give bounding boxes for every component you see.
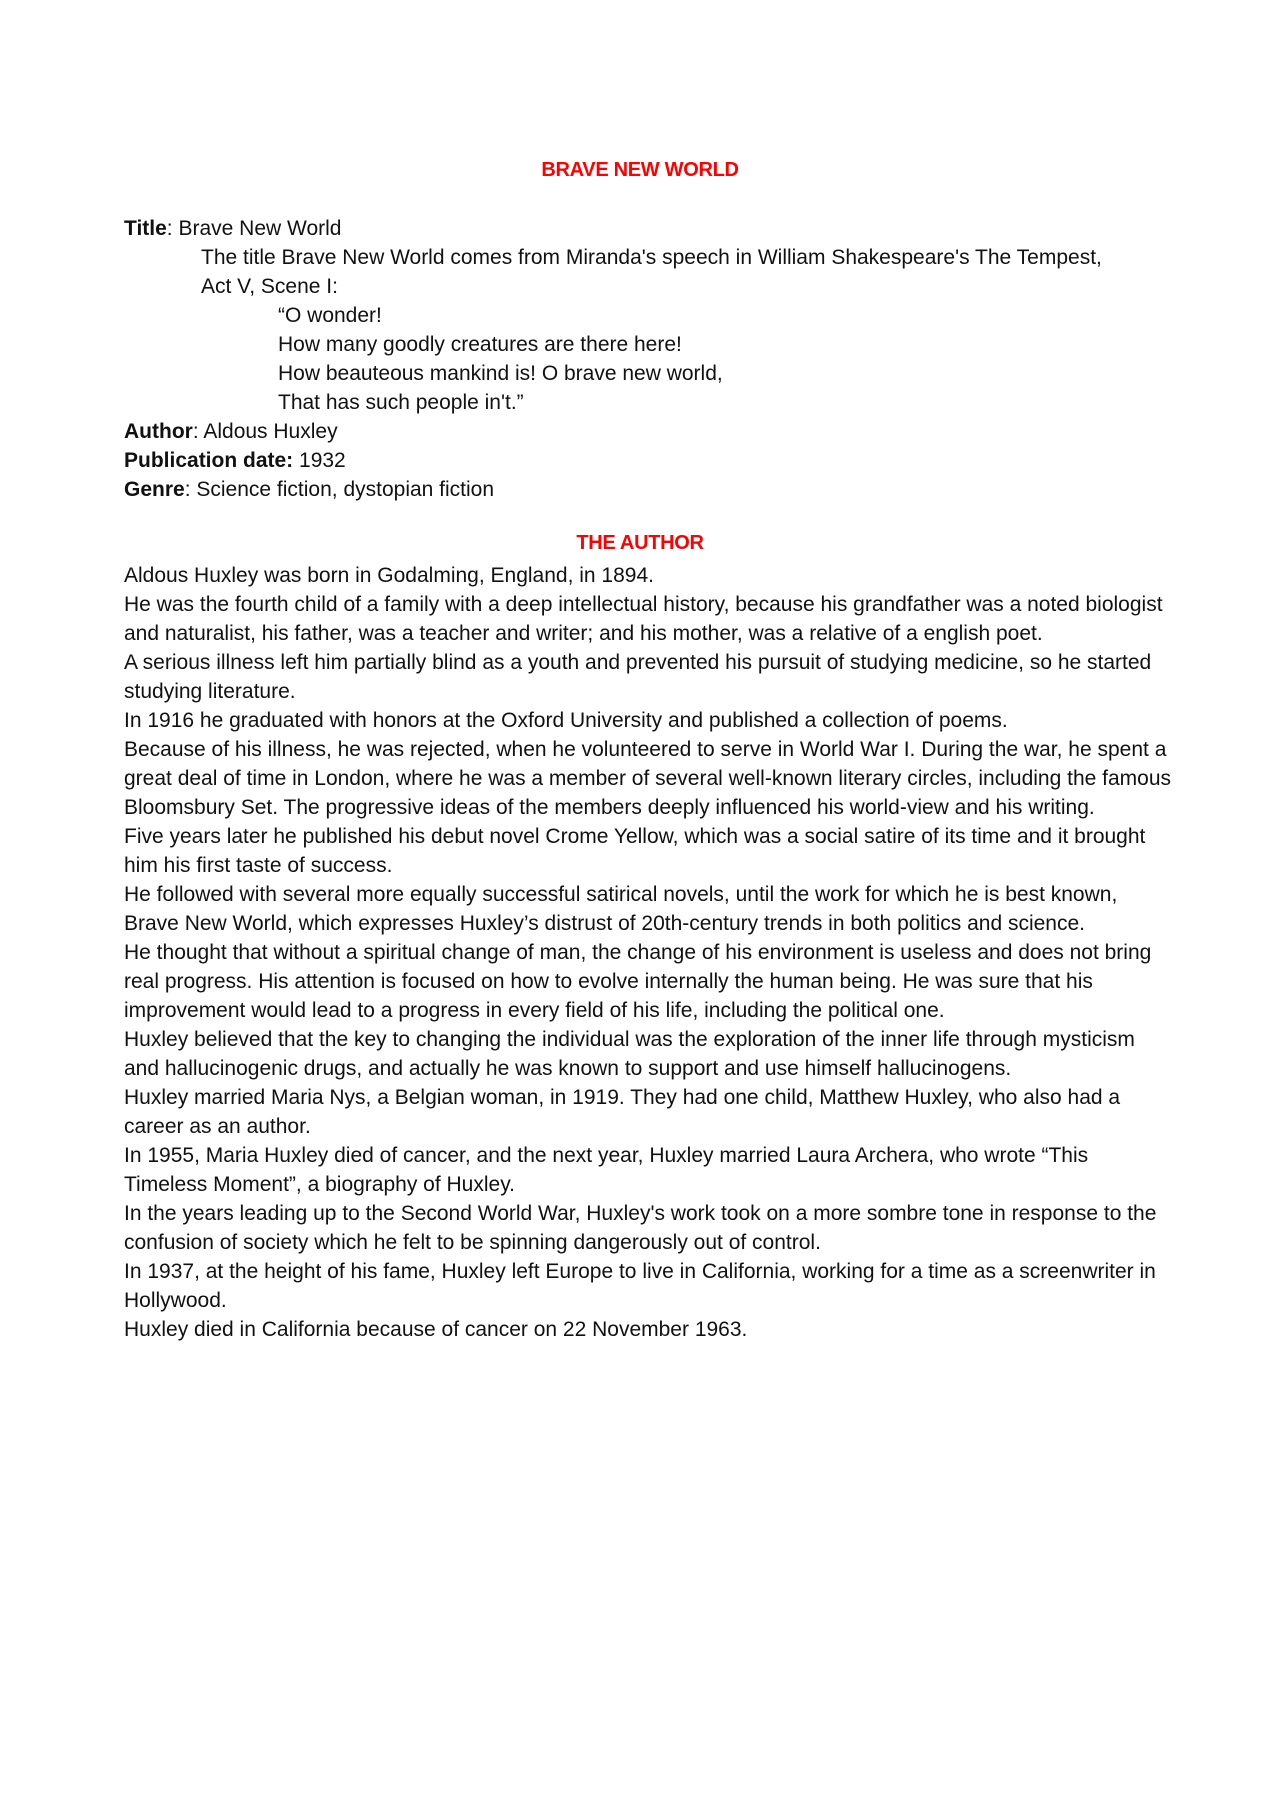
author-biography [124,561,1174,1344]
title-value: : Brave New World [166,217,342,240]
author-line [124,417,1184,446]
bio-paragraph: Huxley died in California because of cancer on 22 November 1963. [124,1318,748,1341]
title-label: Title [124,217,167,240]
bio-paragraph: Because of his illness, he was rejected, when he volunteered to serve in World War I. During the war, he spent a great deal of time in London, where he was a member of several well-known literary circles, including the famous Bloomsbury Set. The progressive ideas of the members deeply influenced his world-view and his writing. [124,738,1172,819]
publication-date-label: Publication date: [124,449,294,472]
book-metadata [124,214,1184,504]
quote-line: How beauteous mankind is! O brave new world, [278,362,723,385]
bio-paragraph: A serious illness left him partially blind as a youth and prevented his pursuit of studying medicine, so he started studying literature. [124,651,1152,703]
bio-paragraph: He was the fourth child of a family with a deep intellectual history, because his grandfather was a noted biologist and naturalist, his father, was a teacher and writer; and his mother, was a relative of a english poet. [124,593,1163,645]
bio-paragraph: Aldous Huxley was born in Godalming, England, in 1894. [124,564,654,587]
author-value: : Aldous Huxley [192,420,338,443]
genre-label: Genre [124,478,185,501]
title-line [124,214,1184,243]
genre-value: : Science fiction, dystopian fiction [184,478,495,501]
bio-paragraph: He followed with several more equally successful satirical novels, until the work for which he is best known, Brave New World, which expresses Huxley’s distrust of 20th-century trends in both politics and science. [124,883,1118,935]
publication-date-value: 1932 [293,449,346,472]
quote-line: “O wonder! [278,304,382,327]
genre-line [124,475,1184,504]
publication-date-line [124,446,1184,475]
quote-line: That has such people in't.” [278,391,524,414]
bio-paragraph: In 1955, Maria Huxley died of cancer, and the next year, Huxley married Laura Archera, who wrote “This Timeless Moment”, a biography of Huxley. [124,1144,1089,1196]
bio-paragraph: Huxley married Maria Nys, a Belgian woman, in 1919. They had one child, Matthew Huxley, who also had a career as an author. [124,1086,1121,1138]
bio-paragraph: In 1916 he graduated with honors at the Oxford University and published a collection of poems. [124,709,1008,732]
bio-paragraph: He thought that without a spiritual change of man, the change of his environment is useless and does not bring real progress. His attention is focused on how to evolve internally the human being. He was sure that his improvement would lead to a progress in every field of his life, including the political one. [124,941,1152,1022]
quote-line: How many goodly creatures are there here! [278,333,682,356]
bio-paragraph: Huxley believed that the key to changing the individual was the exploration of the inner life through mysticism and hallucinogenic drugs, and actually he was known to support and use himself hallucinogens. [124,1028,1135,1080]
bio-paragraph: In 1937, at the height of his fame, Huxley left Europe to live in California, working for a time as a screenwriter in Hollywood. [124,1260,1156,1312]
bio-paragraph: Five years later he published his debut novel Crome Yellow, which was a social satire of its time and it brought him his first taste of success. [124,825,1146,877]
document-title: BRAVE NEW WORLD [541,159,739,181]
author-label: Author [124,420,193,443]
author-section-heading: THE AUTHOR [576,532,704,554]
bio-paragraph: In the years leading up to the Second World War, Huxley's work took on a more sombre tone in response to the confusion of society which he felt to be spinning dangerously out of control. [124,1202,1157,1254]
title-note: The title Brave New World comes from Miranda's speech in William Shakespeare's The Tempest, Act V, Scene I: [201,246,1102,298]
